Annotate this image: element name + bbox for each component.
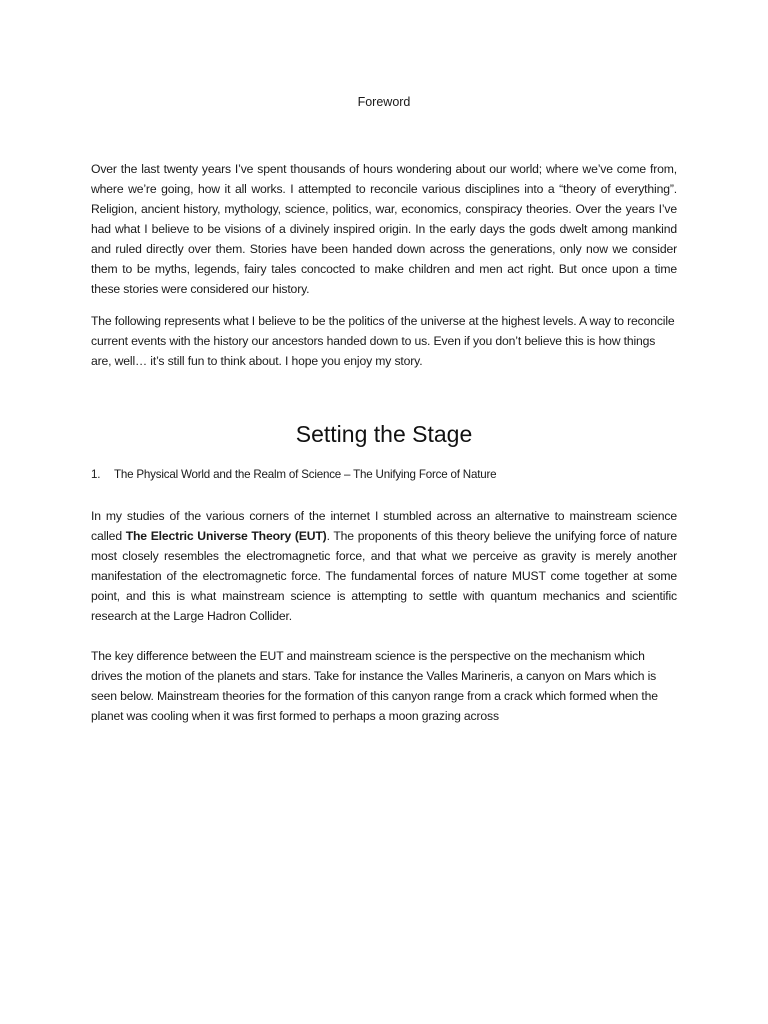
foreword-paragraph-2: The following represents what I believe to be the politics of the universe at the highest levels. A way to reconcile current events with the history our ancestors handed down to us. Even if you don’t believe this is how things are, well… it’s still fun to think about. I hope you enjoy my story. [91,314,675,368]
subsection-title: The Physical World and the Realm of Science – The Unifying Force of Nature [114,468,497,481]
subsection-heading [91,466,677,484]
subsection-number: 1. [91,468,101,481]
foreword-paragraph-1: Over the last twenty years I’ve spent thousands of hours wondering about our world; where we’ve come from, where we’re going, how it all works. I attempted to reconcile various disciplines into a “theory of everything”. Religion, ancient history, mythology, science, politics, war, economics, conspiracy theories. Over the years I’ve had what I believe to be visions of a divinely inspired origin. In the early days the gods dwelt among mankind and ruled directly over them. Stories have been handed down across the generations, only now we consider them to be myths, legends, fairy tales concocted to make children and men act right. But once upon a time these stories were considered our history. [91,162,677,296]
section-paragraph-2: The key difference between the EUT and mainstream science is the perspective on the mechanism which drives the motion of the planets and stars. Take for instance the Valles Marineris, a canyon on Mars which is seen below. Mainstream theories for the formation of this canyon range from a crack which formed when the planet was cooling when it was first formed to perhaps a moon grazing across [91,649,658,723]
eut-term: The Electric Universe Theory (EUT) [125,529,327,543]
paragraph-text-after: . The proponents of this theory believe the unifying force of nature most closely resembles the electromagnetic force, and that what we perceive as gravity is merely another manifestation of the electromagnetic force. The fundamental forces of nature MUST come together at some point, and this is what mainstream science is attempting to settle with quantum mechanics and scientific research at the Large Hadron Collider. [91,529,677,623]
paragraph-text-before: In my studies of the various corners of the internet I stumbled across an alternative to mainstream science called [91,509,677,543]
section-paragraph-1 [91,506,677,626]
foreword-heading: Foreword [357,95,411,109]
section-heading: Setting the Stage [295,421,473,447]
